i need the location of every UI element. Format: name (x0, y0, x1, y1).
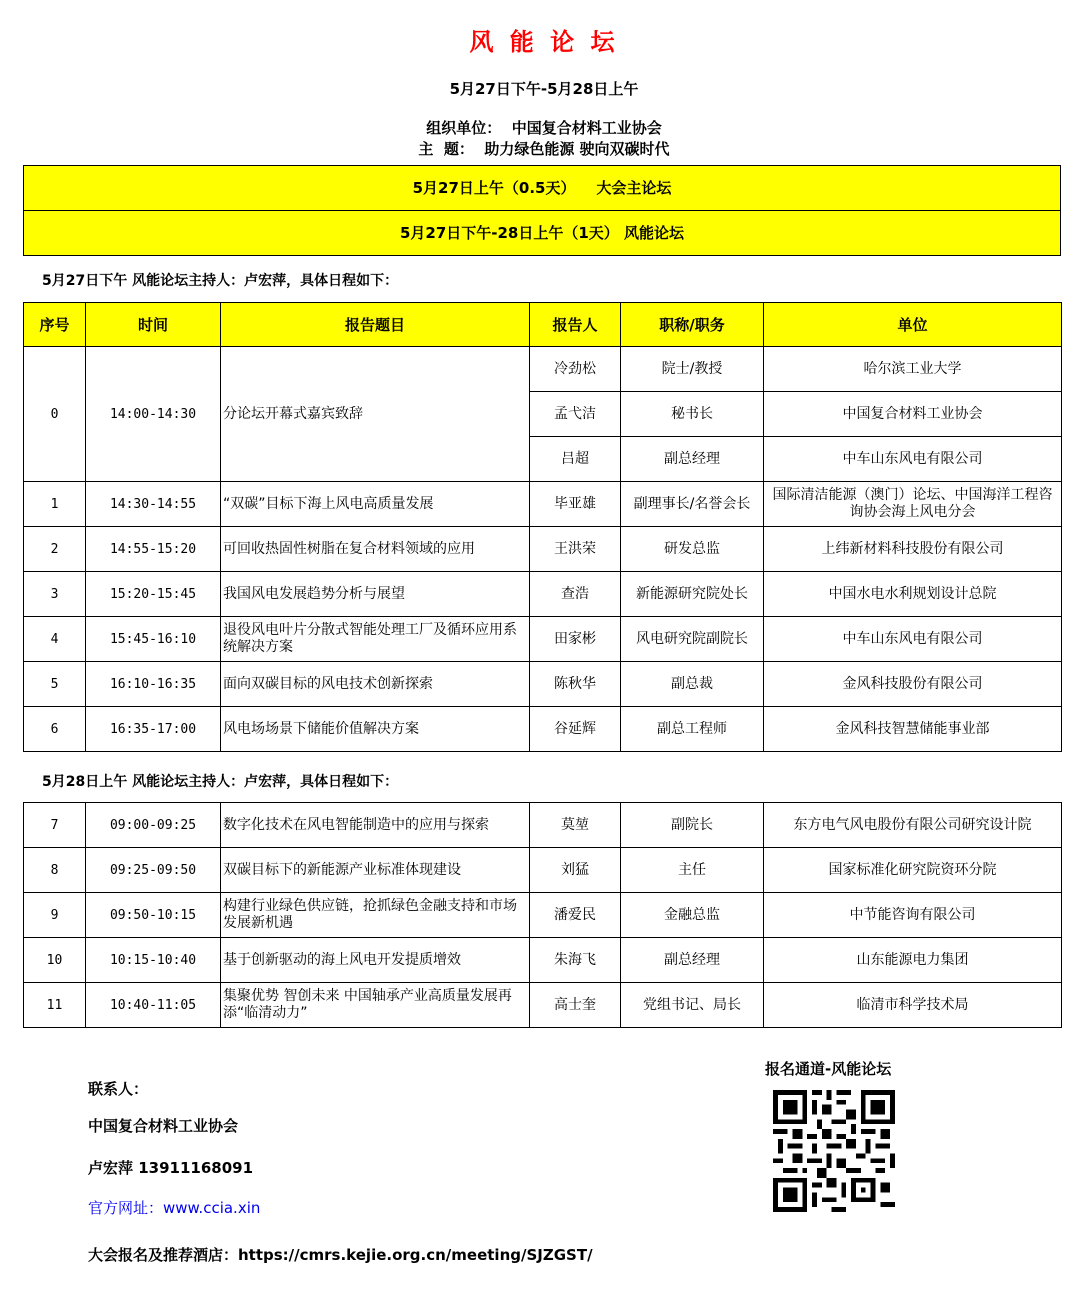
forum-banner (23, 165, 1061, 256)
cell-no: 7 (24, 803, 86, 848)
banner-main-forum: 5月27日上午（0.5天） 大会主论坛 (412, 179, 672, 197)
cell-topic: 双碳目标下的新能源产业标准体现建设 (221, 848, 530, 893)
date-range: 5月27日下午-5月28日上午 (449, 80, 639, 98)
theme-text: 助力绿色能源 驶向双碳时代 (484, 140, 670, 158)
registration-link[interactable]: 大会报名及推荐酒店：https://cmrs.kejie.org.cn/meeting/SJZGST/ (88, 1246, 593, 1264)
cell-time: 16:10-16:35 (86, 662, 221, 707)
table-row (24, 527, 1062, 572)
theme-label: 主 题： (418, 140, 474, 158)
table-row (24, 707, 1062, 752)
cell-speaker: 王洪荣 (530, 527, 621, 572)
cell-topic: 可回收热固性树脂在复合材料领域的应用 (221, 527, 530, 572)
cell-topic: 构建行业绿色供应链，抢抓绿色金融支持和市场发展新机遇 (221, 893, 530, 938)
cell-time: 09:50-10:15 (86, 893, 221, 938)
table-header-row (24, 303, 1062, 347)
organizer-block (0, 118, 1088, 160)
cell-speaker: 朱海飞 (530, 938, 621, 983)
website-link[interactable]: 官方网址：www.ccia.xin (88, 1199, 261, 1217)
cell-role: 风电研究院副院长 (621, 617, 764, 662)
cell-speaker: 谷延辉 (530, 707, 621, 752)
cell-unit: 临清市科学技术局 (764, 983, 1062, 1028)
cell-speaker: 田家彬 (530, 617, 621, 662)
qr-label: 报名通道-风能论坛 (765, 1060, 892, 1078)
cell-time: 15:20-15:45 (86, 572, 221, 617)
cell-topic: 基于创新驱动的海上风电开发提质增效 (221, 938, 530, 983)
cell-unit: 中国复合材料工业协会 (764, 392, 1062, 437)
cell-topic: 退役风电叶片分散式智能处理工厂及循环应用系统解决方案 (221, 617, 530, 662)
cell-role: 主任 (621, 848, 764, 893)
cell-time: 14:55-15:20 (86, 527, 221, 572)
cell-role: 副总裁 (621, 662, 764, 707)
cell-topic: 集聚优势 智创未来 中国轴承产业高质量发展再添“临清动力” (221, 983, 530, 1028)
cell-no: 4 (24, 617, 86, 662)
cell-topic: 数字化技术在风电智能制造中的应用与探索 (221, 803, 530, 848)
organizer-name: 中国复合材料工业协会 (511, 119, 662, 137)
cell-role: 党组书记、局长 (621, 983, 764, 1028)
cell-unit: 中车山东风电有限公司 (764, 617, 1062, 662)
table-row (24, 347, 1062, 392)
table-row (24, 848, 1062, 893)
cell-topic: 面向双碳目标的风电技术创新探索 (221, 662, 530, 707)
cell-topic: “双碳”目标下海上风电高质量发展 (221, 482, 530, 527)
header-unit: 单位 (764, 303, 1062, 347)
cell-speaker: 高士奎 (530, 983, 621, 1028)
cell-speaker: 冷劲松 (530, 347, 621, 392)
cell-no: 9 (24, 893, 86, 938)
cell-unit: 金风科技股份有限公司 (764, 662, 1062, 707)
cell-unit: 中节能咨询有限公司 (764, 893, 1062, 938)
organizer-line (0, 118, 1088, 139)
cell-role: 副总经理 (621, 437, 764, 482)
header-speaker: 报告人 (530, 303, 621, 347)
table-row (24, 983, 1062, 1028)
header-time: 时间 (86, 303, 221, 347)
cell-speaker: 吕超 (530, 437, 621, 482)
table-row (24, 572, 1062, 617)
cell-time: 09:00-09:25 (86, 803, 221, 848)
theme-line (0, 139, 1088, 160)
table-row (24, 662, 1062, 707)
cell-role: 研发总监 (621, 527, 764, 572)
cell-no: 2 (24, 527, 86, 572)
table-row (24, 617, 1062, 662)
cell-unit: 国际清洁能源（澳门）论坛、中国海洋工程咨询协会海上风电分会 (764, 482, 1062, 527)
cell-time: 14:30-14:55 (86, 482, 221, 527)
cell-role: 副理事长/名誉会长 (621, 482, 764, 527)
cell-no: 0 (24, 347, 86, 482)
cell-unit: 山东能源电力集团 (764, 938, 1062, 983)
cell-speaker: 陈秋华 (530, 662, 621, 707)
header-topic: 报告题目 (221, 303, 530, 347)
cell-speaker: 毕亚雄 (530, 482, 621, 527)
contact-org: 中国复合材料工业协会 (88, 1117, 239, 1135)
cell-time: 14:00-14:30 (86, 347, 221, 482)
cell-no: 8 (24, 848, 86, 893)
cell-role: 副总经理 (621, 938, 764, 983)
cell-role: 副总工程师 (621, 707, 764, 752)
qr-code-icon[interactable] (773, 1090, 895, 1212)
afternoon-schedule-table (23, 302, 1062, 752)
cell-no: 1 (24, 482, 86, 527)
cell-role: 新能源研究院处长 (621, 572, 764, 617)
cell-time: 15:45-16:10 (86, 617, 221, 662)
cell-topic: 风电场场景下储能价值解决方案 (221, 707, 530, 752)
cell-speaker: 查浩 (530, 572, 621, 617)
cell-topic: 分论坛开幕式嘉宾致辞 (221, 347, 530, 482)
morning-schedule-table (23, 802, 1062, 1028)
contact-label: 联系人： (88, 1080, 149, 1098)
banner-wind-forum: 5月27日下午-28日上午（1天） 风能论坛 (24, 210, 1060, 255)
cell-time: 10:15-10:40 (86, 938, 221, 983)
morning-section-label: 5月28日上午 风能论坛主持人：卢宏萍，具体日程如下： (42, 774, 399, 790)
cell-no: 10 (24, 938, 86, 983)
cell-no: 11 (24, 983, 86, 1028)
cell-unit: 哈尔滨工业大学 (764, 347, 1062, 392)
cell-speaker: 莫堃 (530, 803, 621, 848)
cell-unit: 国家标准化研究院资环分院 (764, 848, 1062, 893)
table-row (24, 803, 1062, 848)
cell-speaker: 孟弋洁 (530, 392, 621, 437)
contact-person-phone: 卢宏萍 13911168091 (88, 1159, 254, 1177)
cell-no: 6 (24, 707, 86, 752)
page-title: 风 能 论 坛 (469, 28, 619, 56)
cell-topic: 我国风电发展趋势分析与展望 (221, 572, 530, 617)
cell-time: 09:25-09:50 (86, 848, 221, 893)
table-row (24, 482, 1062, 527)
header-title: 职称/职务 (621, 303, 764, 347)
organizer-label: 组织单位： (426, 119, 502, 137)
cell-speaker: 刘猛 (530, 848, 621, 893)
table-row (24, 938, 1062, 983)
cell-role: 副院长 (621, 803, 764, 848)
cell-role: 金融总监 (621, 893, 764, 938)
cell-unit: 东方电气风电股份有限公司研究设计院 (764, 803, 1062, 848)
cell-unit: 上纬新材料科技股份有限公司 (764, 527, 1062, 572)
header-no: 序号 (24, 303, 86, 347)
cell-role: 秘书长 (621, 392, 764, 437)
cell-unit: 中车山东风电有限公司 (764, 437, 1062, 482)
cell-unit: 中国水电水利规划设计总院 (764, 572, 1062, 617)
cell-no: 3 (24, 572, 86, 617)
cell-speaker: 潘爱民 (530, 893, 621, 938)
cell-time: 10:40-11:05 (86, 983, 221, 1028)
cell-unit: 金风科技智慧储能事业部 (764, 707, 1062, 752)
afternoon-section-label: 5月27日下午 风能论坛主持人：卢宏萍，具体日程如下： (42, 273, 399, 289)
table-row (24, 893, 1062, 938)
cell-role: 院士/教授 (621, 347, 764, 392)
cell-no: 5 (24, 662, 86, 707)
cell-time: 16:35-17:00 (86, 707, 221, 752)
